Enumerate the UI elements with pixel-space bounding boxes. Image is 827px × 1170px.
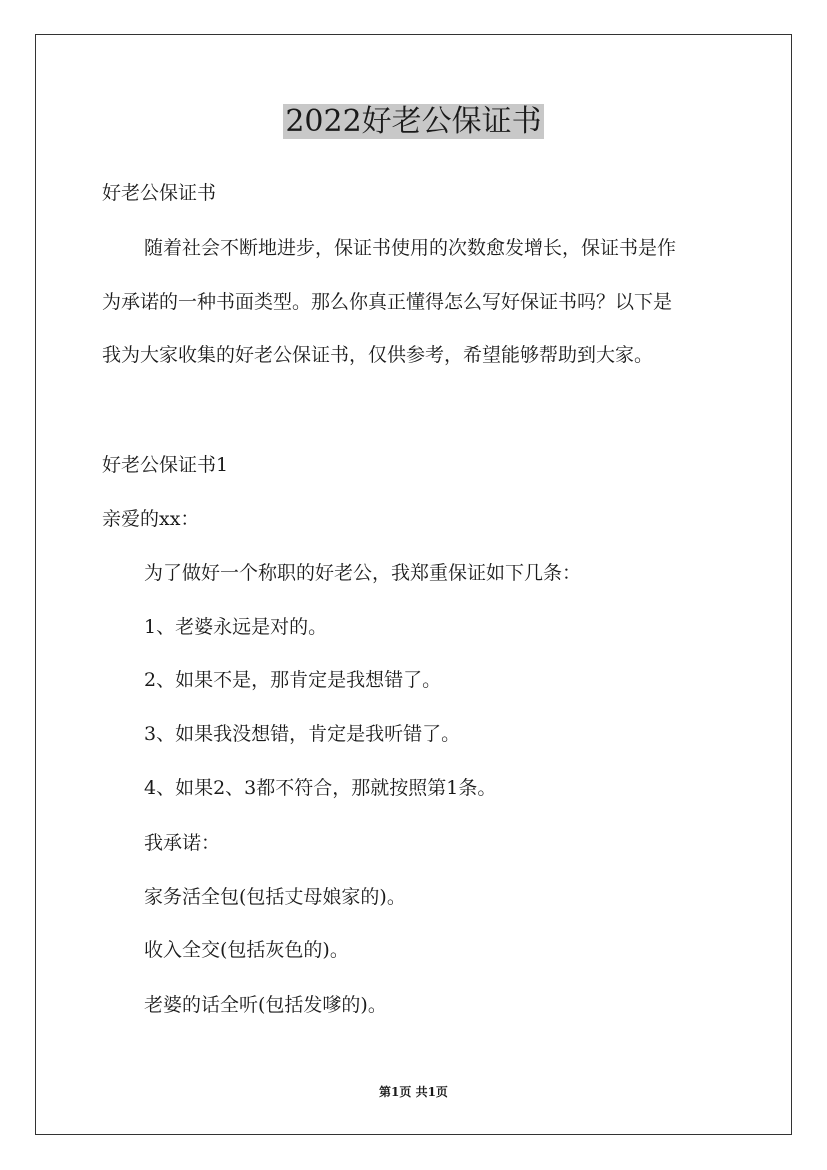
pledge-intro: 为了做好一个称职的好老公，我郑重保证如下几条：	[144, 562, 582, 584]
document-title: 2022好老公保证书	[285, 104, 542, 139]
rule-item: 3、如果我没想错，肯定是我听错了。	[144, 723, 461, 745]
intro-line-3: 我为大家收集的好老公保证书，仅供参考，希望能够帮助到大家。	[102, 344, 654, 366]
rule-item: 4、如果2、3都不符合，那就按照第1条。	[144, 777, 497, 799]
intro-line-2: 为承诺的一种书面类型。那么你真正懂得怎么写好保证书吗？以下是	[102, 291, 673, 313]
page-footer: 第1页 共1页	[379, 1085, 448, 1099]
promise-item: 家务活全包(包括丈母娘家的)。	[144, 886, 406, 908]
intro-line-1: 随着社会不断地进步，保证书使用的次数愈发增长，保证书是作	[144, 237, 677, 259]
promise-heading: 我承诺：	[144, 832, 221, 854]
document-title-wrap	[0, 102, 827, 142]
rule-item: 1、老婆永远是对的。	[144, 616, 328, 638]
document-subtitle: 好老公保证书	[102, 182, 217, 204]
promise-item: 老婆的话全听(包括发嗲的)。	[144, 994, 387, 1016]
salutation: 亲爱的xx：	[102, 508, 200, 530]
rule-item: 2、如果不是，那肯定是我想错了。	[144, 669, 442, 691]
promise-item: 收入全交(包括灰色的)。	[144, 939, 349, 961]
section-heading: 好老公保证书1	[102, 454, 229, 476]
